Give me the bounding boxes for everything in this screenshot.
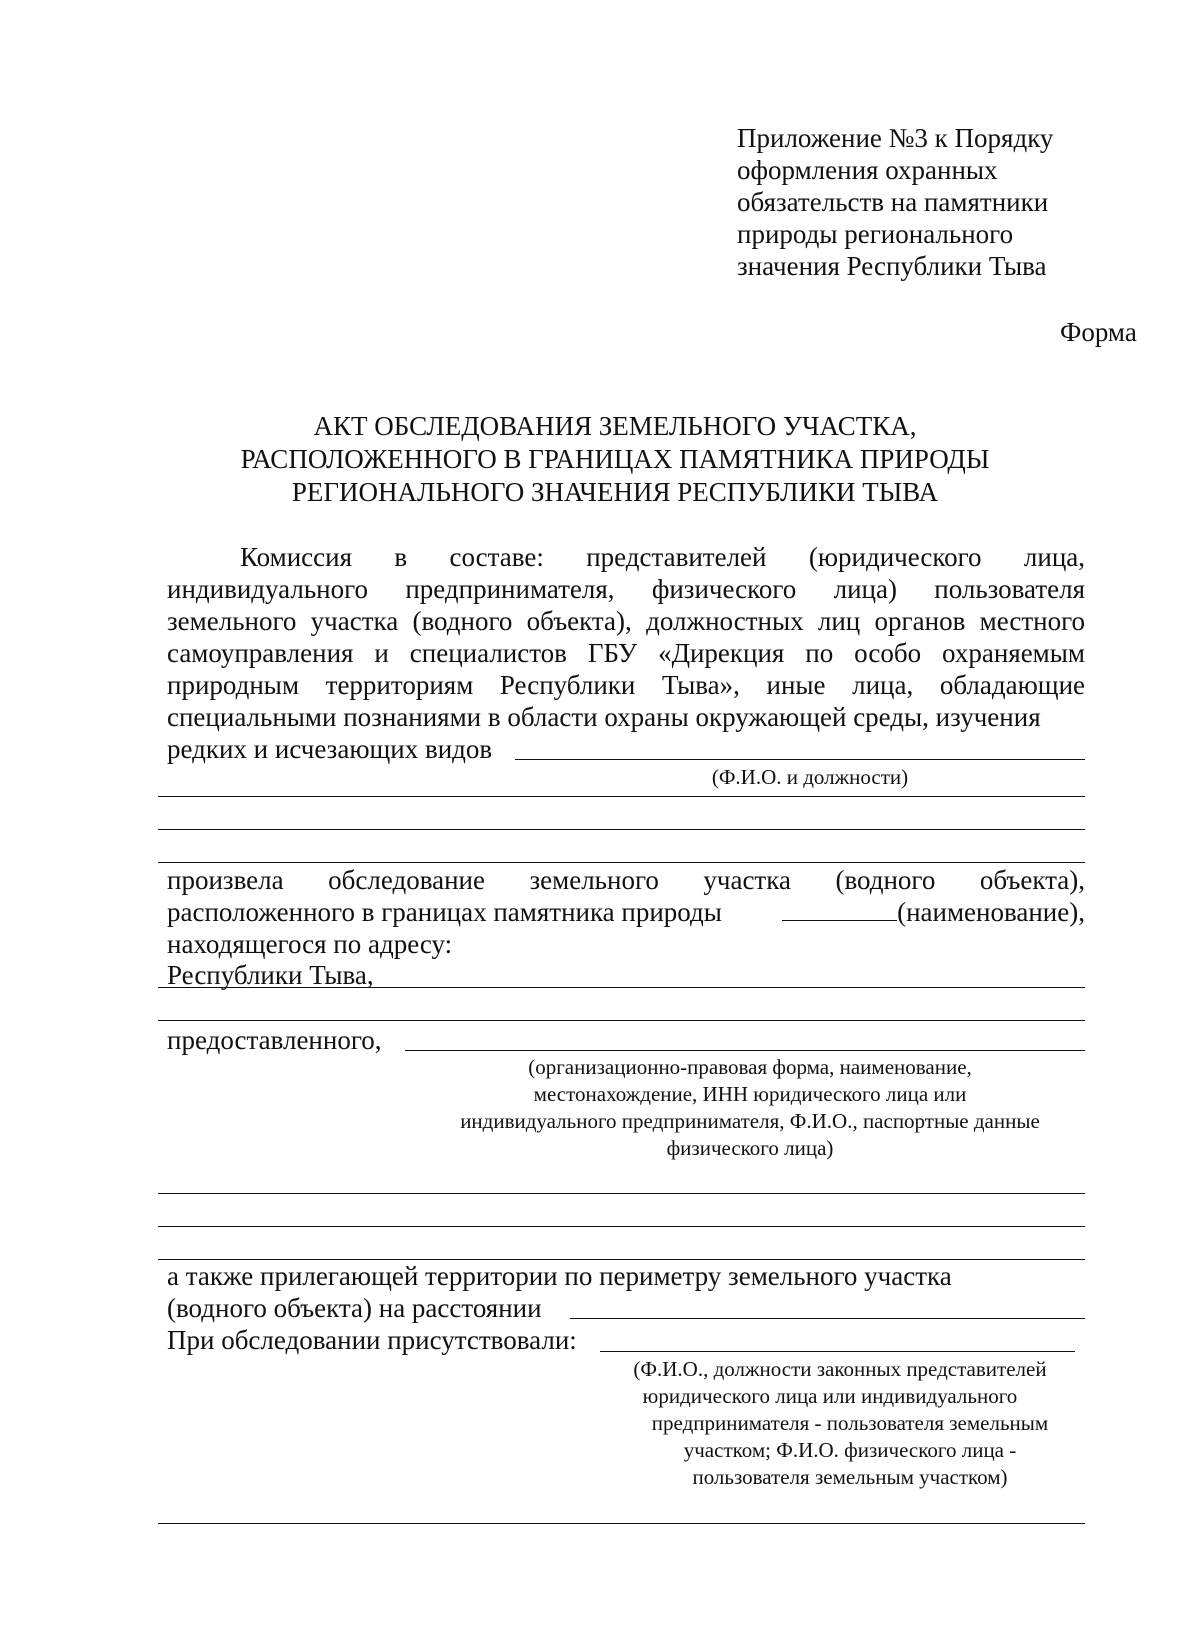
survey-line-2-text: расположенного в границах памятника природы xyxy=(167,897,722,927)
commission-blank-line[interactable] xyxy=(158,829,1085,830)
commission-blank-line[interactable] xyxy=(158,796,1085,797)
present-caption-line: пользователя земельным участком) xyxy=(692,1465,1008,1489)
provided-blank-line[interactable] xyxy=(158,1226,1085,1227)
annex-line: природы регионального xyxy=(737,219,1014,249)
annex-line: обязательств на памятники xyxy=(737,187,1049,217)
present-label: При обследовании присутствовали: xyxy=(167,1325,577,1355)
provided-caption-line: (организационно-правовая форма, наименование, xyxy=(528,1055,972,1079)
survey-line-3: находящегося по адресу: xyxy=(167,929,453,959)
distance-blank[interactable] xyxy=(570,1318,1085,1319)
survey-line-2 xyxy=(167,896,1085,928)
survey-line-2-end xyxy=(782,896,1085,928)
provided-blank-line[interactable] xyxy=(158,1193,1085,1194)
provided-label: предоставленного, xyxy=(167,1025,382,1055)
present-caption-line: участком; Ф.И.О. физического лица - xyxy=(683,1438,1017,1462)
adjacent-line-1: а также прилегающей территории по периметру земельного участка xyxy=(167,1261,952,1291)
title-line: РЕГИОНАЛЬНОГО ЗНАЧЕНИЯ РЕСПУБЛИКИ ТЫВА xyxy=(291,477,939,507)
provided-blank[interactable] xyxy=(405,1050,1085,1051)
form-label: Форма xyxy=(1060,317,1137,347)
address-blank-line[interactable] xyxy=(158,1020,1085,1021)
annex-line: оформления охранных xyxy=(737,155,998,185)
annex-line: значения Республики Тыва xyxy=(737,251,1047,281)
commission-line-6: специальными познаниями в области охраны окружающей среды, изучения xyxy=(167,702,1041,732)
survey-line-2-suffix: (наименование), xyxy=(897,897,1085,927)
survey-line-4: Республики Тыва, xyxy=(167,960,374,990)
provided-caption-line: местонахождение, ИНН юридического лица или xyxy=(533,1082,967,1106)
survey-line-1: произвела обследование земельного участка (водного объекта), xyxy=(167,865,1085,895)
commission-members-blank[interactable] xyxy=(515,759,1085,760)
provided-caption-line: индивидуального предпринимателя, Ф.И.О., паспортные данные xyxy=(460,1109,1040,1133)
commission-line-2: индивидуального предпринимателя, физического лица) пользователя xyxy=(167,574,1085,604)
commission-line-3: земельного участка (водного объекта), должностных лиц органов местного xyxy=(167,606,1085,636)
commission-line-1: Комиссия в составе: представителей (юридического лица, xyxy=(240,542,1085,572)
present-caption-line: (Ф.И.О., должности законных представителей xyxy=(633,1357,1047,1381)
annex-header xyxy=(737,122,1157,282)
commission-line-7: редких и исчезающих видов xyxy=(167,734,493,764)
commission-blank-line[interactable] xyxy=(158,862,1085,863)
annex-line: Приложение №3 к Порядку xyxy=(737,123,1054,153)
present-caption-line: юридического лица или индивидуального xyxy=(642,1384,1018,1408)
commission-caption: (Ф.И.О. и должности) xyxy=(711,765,909,789)
document-title xyxy=(160,410,1070,509)
present-caption-line: предпринимателя - пользователя земельным xyxy=(651,1411,1049,1435)
title-line: АКТ ОБСЛЕДОВАНИЯ ЗЕМЕЛЬНОГО УЧАСТКА, xyxy=(313,411,917,441)
monument-name-blank[interactable] xyxy=(782,896,897,921)
commission-line-5: природным территориям Республики Тыва», иные лица, обладающие xyxy=(167,670,1085,700)
present-blank-line[interactable] xyxy=(158,1523,1085,1524)
title-line: РАСПОЛОЖЕННОГО В ГРАНИЦАХ ПАМЯТНИКА ПРИРОДЫ xyxy=(240,444,990,474)
provided-caption-line: физического лица) xyxy=(666,1136,834,1160)
address-blank-line[interactable] xyxy=(158,987,1085,988)
adjacent-line-2: (водного объекта) на расстоянии xyxy=(167,1293,542,1323)
commission-line-4: самоуправления и специалистов ГБУ «Дирекция по особо охраняемым xyxy=(167,638,1085,668)
present-blank[interactable] xyxy=(600,1351,1075,1352)
